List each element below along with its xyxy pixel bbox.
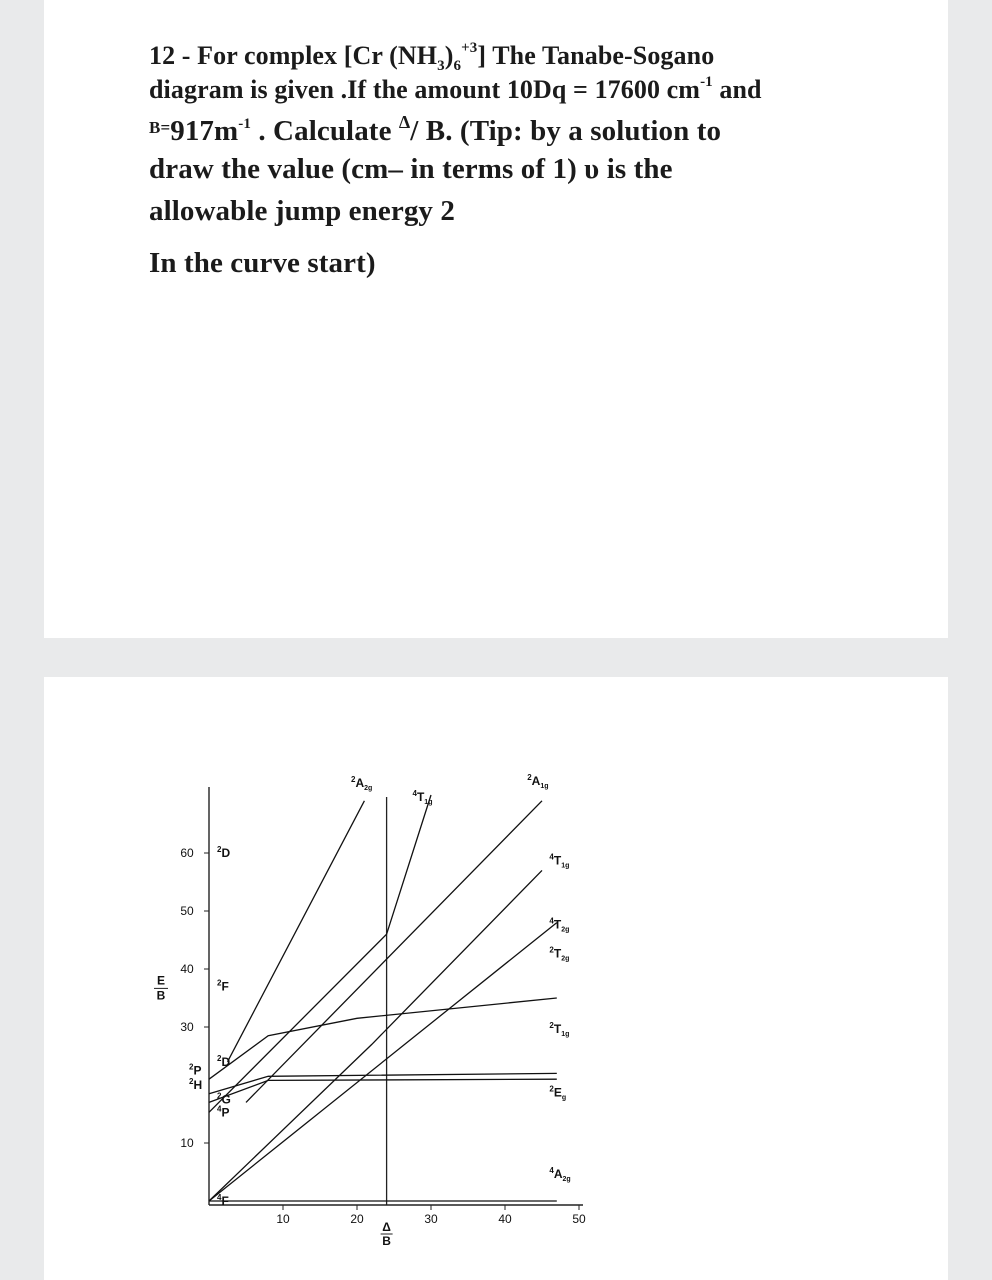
left-term-label: $^2$D [217, 1053, 231, 1069]
question-line-3: $^{B=}917m^{-1}$ . Calculate $^\Delta$/ B. (Tip: by a solution to [149, 112, 722, 147]
left-term-label: $^2$F [217, 978, 229, 994]
right-term-label: $^4T_{2g}$ [549, 916, 570, 934]
x-axis-label-num: Δ [382, 1220, 391, 1234]
y-axis-label-num: E [156, 973, 166, 988]
x-tick-label: 50 [572, 1212, 586, 1226]
x-tick-label: 20 [350, 1212, 364, 1226]
question-card [44, 0, 948, 638]
top-term-label: $^2A_{2g}$ [351, 775, 373, 792]
y-tick-label: 10 [180, 1136, 194, 1150]
x-tick-label: 10 [276, 1212, 290, 1226]
question-line-2: diagram is given .If the amount 10Dq = 17600 $cm^{-1}$ and [149, 74, 762, 104]
y-axis-label-den: B [156, 988, 166, 1003]
x-axis-label-den: B [382, 1234, 391, 1248]
y-tick-label: 50 [180, 904, 194, 918]
left-term-label: $^2$D [217, 845, 231, 860]
left-term-label: $^4$F [217, 1193, 229, 1208]
tanabe-sugano-diagram [149, 773, 586, 1280]
y-tick-label: 30 [180, 1020, 194, 1034]
y-tick-label: 40 [180, 962, 194, 976]
question-line-5: allowable jump energy 2 [149, 195, 455, 227]
right-term-label: $^2E_g$ [549, 1084, 567, 1102]
question-line-4: draw the value (cm– in terms of 1) υ is the [149, 153, 673, 185]
left-term-label: $^2$H [189, 1077, 203, 1092]
top-term-label: $^4T_{1g}$ [412, 789, 433, 806]
right-term-label: $^4T_{1g}$ [549, 852, 570, 870]
x-tick-label: 40 [498, 1212, 512, 1226]
right-term-label: $^2T_{2g}$ [549, 945, 570, 963]
question-line-6: In the curve start) [149, 247, 376, 279]
left-term-label: $^2$G [217, 1091, 231, 1107]
left-term-label: $^4$P [217, 1104, 230, 1120]
left-term-label: $^2$P [189, 1062, 202, 1078]
top-term-label: $^2A_{1g}$ [527, 773, 549, 790]
right-term-label: $^2T_{1g}$ [549, 1020, 570, 1038]
question-line-1: 12 - For complex [Cr $(NH_3)_6^{+3}$] The Tanabe-Sogano [149, 40, 715, 75]
y-tick-label: 60 [180, 846, 194, 860]
right-term-label: $^4A_{2g}$ [549, 1165, 571, 1183]
figure-card [44, 677, 948, 1280]
x-tick-label: 30 [424, 1212, 438, 1226]
